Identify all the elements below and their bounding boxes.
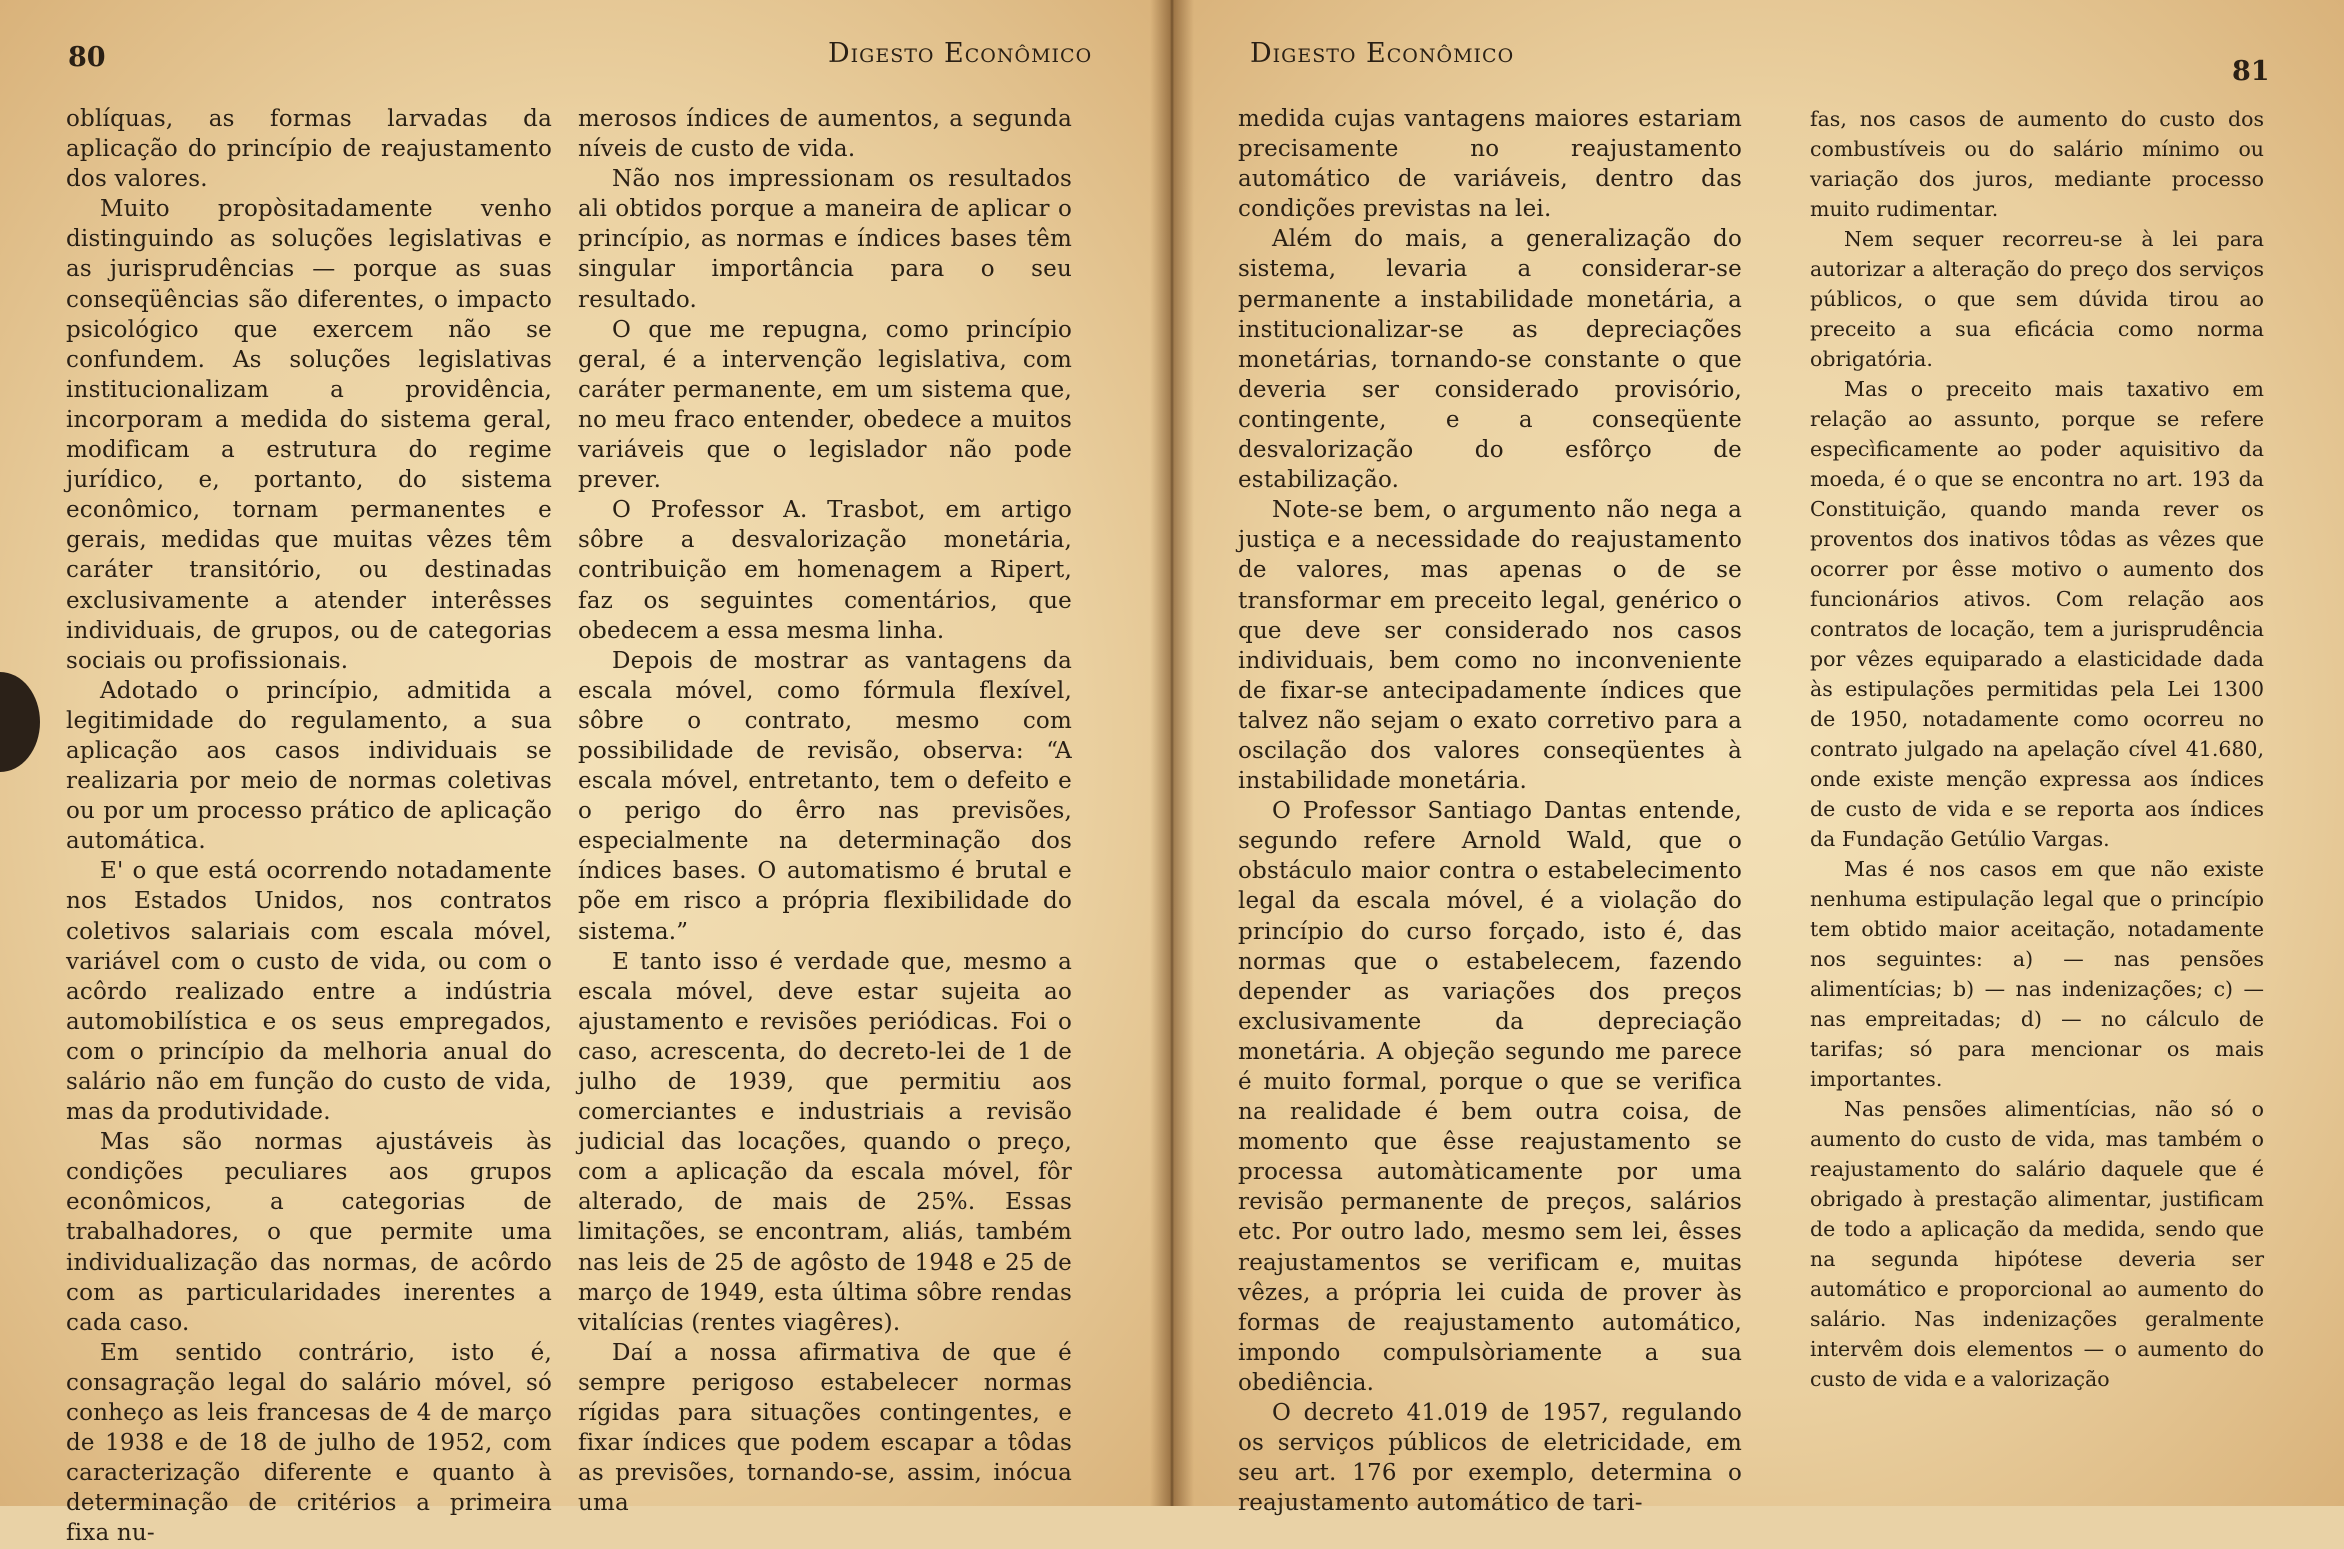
- paragraph: Adotado o princípio, admitida a legitimidade do regulamento, a sua aplicação aos casos individuais se realizaria por meio de normas coletivas ou por um processo prático de aplicação automática.: [66, 677, 552, 855]
- paragraph: Mas são normas ajustáveis às condições peculiares aos grupos econômicos, a categorias de trabalhadores, o que permite uma individualização das normas, de acôrdo com as particularidades inerentes a cada caso.: [66, 1129, 552, 1336]
- paragraph: O que me repugna, como princípio geral, é a intervenção legislativa, com caráter permanente, em um sistema que, no meu fraco entender, obedece a muitos variáveis que o legislador não pode prever.: [578, 316, 1072, 494]
- paragraph: O Professor A. Trasbot, em artigo sôbre a desvalorização monetária, contribuição em homenagem a Ripert, faz os seguintes comentários, que obedecem a essa mesma linha.: [578, 497, 1072, 644]
- paragraph: Nem sequer recorreu-se à lei para autorizar a alteração do preço dos serviços públicos, o que sem dúvida tirou ao preceito a sua eficácia como norma obrigatória.: [1810, 227, 2264, 371]
- paragraph: Note-se bem, o argumento não nega a justiça e a necessidade do reajustamento de valores, mas apenas o de se transformar em preceito legal, genérico o que deve ser considerado nos casos individuais, bem como no inconveniente de fixar-se antecipadamente índices que talvez não sejam o exato corretivo para a oscilação dos valores conseqüentes à instabilidade monetária.: [1238, 497, 1742, 795]
- paragraph: Mas o preceito mais taxativo em relação ao assunto, porque se refere especìficamente ao poder aquisitivo da moeda, é o que se encontra no art. 193 da Constituição, quando manda rever os proventos dos inativos tôdas as vêzes que ocorrer por êsse motivo o aumento dos funcionários ativos. Com relação aos contratos de locação, tem a jurisprudência por vêzes equiparado a elasticidade dada às estipulações permitidas pela Lei 1300 de 1950, notadamente como ocorreu no contrato julgado na apelação cível 41.680, onde existe menção expressa aos índices de custo de vida e se reporta aos índices da Fundação Getúlio Vargas.: [1810, 377, 2264, 851]
- paragraph: oblíquas, as formas larvadas da aplicação do princípio de reajustamento dos valores.: [66, 106, 552, 193]
- paragraph: E tanto isso é verdade que, mesmo a escala móvel, deve estar sujeita ao ajustamento e revisões periódicas. Foi o caso, acrescenta, do decreto-lei de 1 de julho de 1939, que permitiu aos comerciantes e industriais a revisão judicial das locações, quando o preço, com a aplicação da escala móvel, fôr alterado, de mais de 25%. Essas limitações, se encontram, aliás, também nas leis de 25 de agôsto de 1948 e 25 de março de 1949, esta última sôbre rendas vitalícias (rentes viagêres).: [578, 948, 1072, 1336]
- page-number-right: 81: [2232, 56, 2270, 87]
- paragraph: Mas é nos casos em que não existe nenhuma estipulação legal que o princípio tem obtido maior aceitação, notadamente nos seguintes: a) — nas pensões alimentícias; b) — nas indenizações; c) — nas empreitadas; d) — no cálculo de tarifas; só para mencionar os mais importantes.: [1810, 857, 2264, 1091]
- right-column-2: [1810, 104, 2264, 1494]
- running-head-right: Digesto Econômico: [1250, 38, 1515, 69]
- running-head-left: Digesto Econômico: [828, 38, 1093, 69]
- paragraph: O decreto 41.019 de 1957, regulando os serviços públicos de eletricidade, em seu art. 176 por exemplo, determina o reajustamento automático de tari-: [1238, 1400, 1742, 1517]
- paragraph: Além do mais, a generalização do sistema, levaria a considerar-se permanente a instabilidade monetária, a institucionalizar-se as depreciações monetárias, tornando-se constante o que deveria ser considerado provisório, contingente, e a conseqüente desvalorização do esfôrço de estabilização.: [1238, 226, 1742, 494]
- right-column-1: [1238, 104, 1742, 1517]
- paragraph: Em sentido contrário, isto é, consagração legal do salário móvel, só conheço as leis francesas de 4 de março de 1938 e de 18 de julho de 1952, com caracterização diferente e quanto à determinação de critérios a primeira fixa nu-: [66, 1339, 552, 1547]
- paragraph: Nas pensões alimentícias, não só o aumento do custo de vida, mas também o reajustamento do salário daquele que é obrigado à prestação alimentar, justificam de todo a aplicação da medida, sendo que na segunda hipótese deveria ser automático e proporcional ao aumento do salário. Nas indenizações geralmente intervêm dois elementos — o aumento do custo de vida e a valorização: [1810, 1097, 2264, 1391]
- punch-hole: [0, 672, 40, 772]
- page-number-left: 80: [68, 42, 106, 73]
- paragraph: Daí a nossa afirmativa de que é sempre perigoso estabelecer normas rígidas para situações contingentes, e fixar índices que podem escapar a tôdas as previsões, tornando-se, assim, inócua uma: [578, 1339, 1072, 1517]
- left-page: [0, 0, 1172, 1547]
- paragraph: fas, nos casos de aumento do custo dos combustíveis ou do salário mínimo ou variação dos juros, mediante processo muito rudimentar.: [1810, 107, 2264, 221]
- right-page: [1172, 0, 2344, 1517]
- paragraph: O Professor Santiago Dantas entende, segundo refere Arnold Wald, que o obstáculo maior contra o estabelecimento legal da escala móvel, é a violação do princípio do curso forçado, isto é, das normas que o estabelecem, fazendo depender as variações dos preços exclusivamente da depreciação monetária. A objeção segundo me parece é muito formal, porque o que se verifica na realidade é bem outra coisa, de momento que êsse reajustamento se processa automàticamente por uma revisão permanente de preços, salários etc. Por outro lado, mesmo sem lei, êsses reajustamentos se verificam e, muitas vêzes, a própria lei cuida de prover às formas de reajustamento automático, impondo compulsòriamente a sua obediência.: [1238, 798, 1742, 1396]
- paragraph: Muito propòsitadamente venho distinguindo as soluções legislativas e as jurisprudências — porque as suas conseqüências são diferentes, o impacto psicológico que exercem não se confundem. As soluções legislativas institucionalizam a providência, incorporam a medida do sistema geral, modificam a estrutura do regime jurídico, e, portanto, do sistema econômico, tornam permanentes e gerais, medidas que muitas vêzes têm caráter transitório, ou destinadas exclusivamente a atender interêsses individuais, de grupos, ou de categorias sociais ou profissionais.: [66, 196, 552, 674]
- paragraph: E' o que está ocorrendo notadamente nos Estados Unidos, nos contratos coletivos salariais com escala móvel, variável com o custo de vida, ou com o acôrdo realizado entre a indústria automobilística e os seus empregados, com o princípio da melhoria anual do salário não em função do custo de vida, mas da produtividade.: [66, 858, 552, 1126]
- paragraph: Depois de mostrar as vantagens da escala móvel, como fórmula flexível, sôbre o contrato, mesmo com possibilidade de revisão, observa: “A escala móvel, entretanto, tem o defeito e o perigo do êrro nas previsões, especialmente na determinação dos índices bases. O automatismo é brutal e põe em risco a própria flexibilidade do sistema.”: [578, 647, 1072, 945]
- paragraph: Não nos impressionam os resultados ali obtidos porque a maneira de aplicar o princípio, as normas e índices bases têm singular importância para o seu resultado.: [578, 166, 1072, 313]
- paragraph: medida cujas vantagens maiores estariam precisamente no reajustamento automático de variáveis, dentro das condições previstas na lei.: [1238, 106, 1742, 223]
- left-column-2: [578, 104, 1072, 1517]
- left-column-1: [66, 104, 552, 1547]
- paragraph: merosos índices de aumentos, a segunda níveis de custo de vida.: [578, 106, 1072, 163]
- book-gutter: [1150, 0, 1194, 1506]
